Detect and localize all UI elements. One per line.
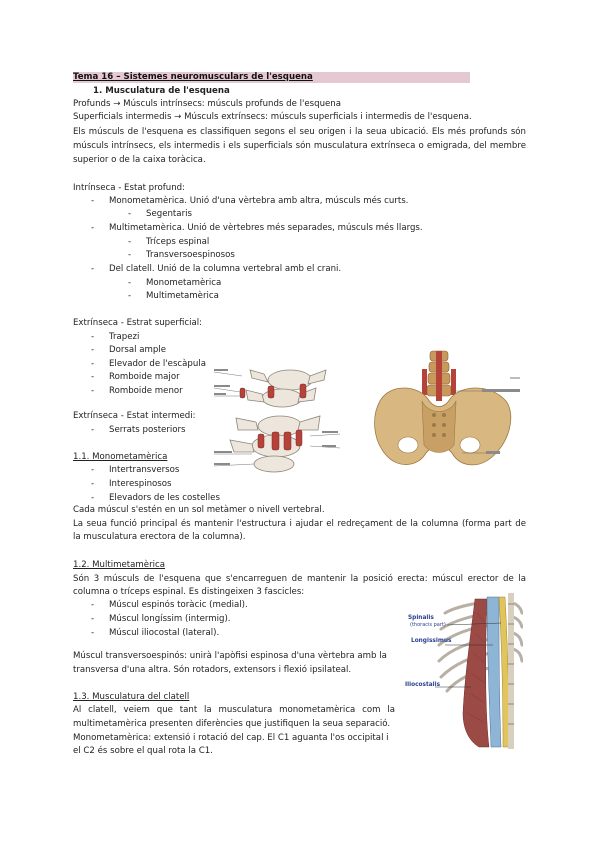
- list-item: - Elevadors de les costelles: [91, 493, 220, 503]
- sub-list-item: - Monometamèrica: [128, 278, 222, 288]
- list-item: - Del clatell. Unió de la columna vertebral amb el crani.: [91, 264, 342, 274]
- text-line: Els músculs de l'esquena es classifiquen segons el seu origen i la seua ubicació. Els més profunds són: [73, 127, 526, 137]
- text-line: Múscul transversoespinós: unirà l'apòfisi espinosa d'una vèrtebra amb la: [73, 651, 387, 661]
- list-item: - Trapezi: [91, 332, 140, 342]
- list-item: - Multimetamèrica. Unió de vèrtebres més separades, músculs més llargs.: [91, 223, 423, 233]
- text-line: Superficials intermedis → Músculs extrínsecs: músculs superficials i intermedis de l'esquena.: [73, 112, 472, 122]
- list-item: - Romboide menor: [91, 386, 183, 396]
- text-line: Al clatell, veiem que tant la musculatura monometamèrica com la: [73, 705, 395, 715]
- section-1-2-heading: 1.2. Multimetamèrica: [73, 560, 166, 570]
- list-item: - Múscul espinós toràcic (medial).: [91, 600, 248, 610]
- section-1-3-heading: 1.3. Musculatura del clatell: [73, 692, 190, 702]
- label-iliocostalis: Iliocostalis: [405, 682, 441, 688]
- text-line: el C2 és sobre el qual rota la C1.: [73, 746, 213, 756]
- text-line: La seua funció principal és mantenir l'estructura i ajudar el redreçament de la columna (forma part de: [73, 519, 526, 529]
- text-line: multimetamèrica presenten diferències que justifiquen la seua separació.: [73, 719, 391, 729]
- list-item: - Romboide major: [91, 372, 180, 382]
- text-line: la musculatura erectora de la columna).: [73, 532, 246, 542]
- list-item: - Monometamèrica. Unió d'una vèrtebra amb altra, músculs més curts.: [91, 196, 409, 206]
- list-item: - Interespinosos: [91, 479, 172, 489]
- list-item: - Múscul iliocostal (lateral).: [91, 628, 220, 638]
- section-1-heading: 1. Musculatura de l'esquena: [93, 86, 230, 96]
- text-line: músculs intrínsecs, els intermedis i els superficials són musculatura extrínseca o emigrada, del membre: [73, 141, 526, 151]
- label-thoracis-part: (thoracis part): [410, 622, 446, 628]
- intrinseca-heading: Intrínseca - Estat profund:: [73, 183, 186, 193]
- page-title: Tema 16 – Sistemes neuromusculars de l'esquena: [73, 72, 470, 83]
- text-line: superior o de la caixa toràcica.: [73, 155, 206, 165]
- text-line: Són 3 músculs de l'esquena que s'encarreguen de mantenir la posició erecta: múscul erector de la: [73, 574, 526, 584]
- text-line: Monometamèrica: extensió i rotació del cap. El C1 aguanta l'os occipital i: [73, 733, 389, 743]
- sub-list-item: - Segentaris: [128, 209, 192, 219]
- extrinseca-int-heading: Extrínseca - Estat intermedi:: [73, 411, 196, 421]
- text-line: transversa d'una altra. Són rotadors, extensors i flexió ipsilateal.: [73, 665, 352, 675]
- text-line: Cada múscul s'estén en un sol metàmer o nivell vertebral.: [73, 505, 325, 515]
- vertebrae-muscle-illustration: [212, 358, 342, 478]
- list-item: - Serrats posteriors: [91, 425, 186, 435]
- sub-list-item: - Tríceps espinal: [128, 237, 210, 247]
- sub-list-item: - Transversoespinosos: [128, 250, 235, 260]
- text-line: columna o tríceps espinal. Es distingeixen 3 fascicles:: [73, 587, 305, 597]
- label-spinalis: Spinalis: [408, 615, 434, 621]
- sub-list-item: - Multimetamèrica: [128, 291, 219, 301]
- extrinseca-sup-heading: Extrínseca - Estrat superficial:: [73, 318, 203, 328]
- text-line: Profunds → Músculs intrínsecs: músculs profunds de l'esquena: [73, 99, 342, 109]
- list-item: - Intertransversos: [91, 465, 180, 475]
- section-1-1-heading: 1.1. Monometamèrica: [73, 452, 168, 462]
- list-item: - Elevador de l'escàpula: [91, 359, 206, 369]
- erector-spinae-illustration: [405, 593, 523, 749]
- list-item: - Dorsal ample: [91, 345, 167, 355]
- label-longissimus: Longissimus: [411, 638, 452, 644]
- pelvis-illustration: [370, 349, 525, 475]
- list-item: - Múscul longíssim (intermig).: [91, 614, 231, 624]
